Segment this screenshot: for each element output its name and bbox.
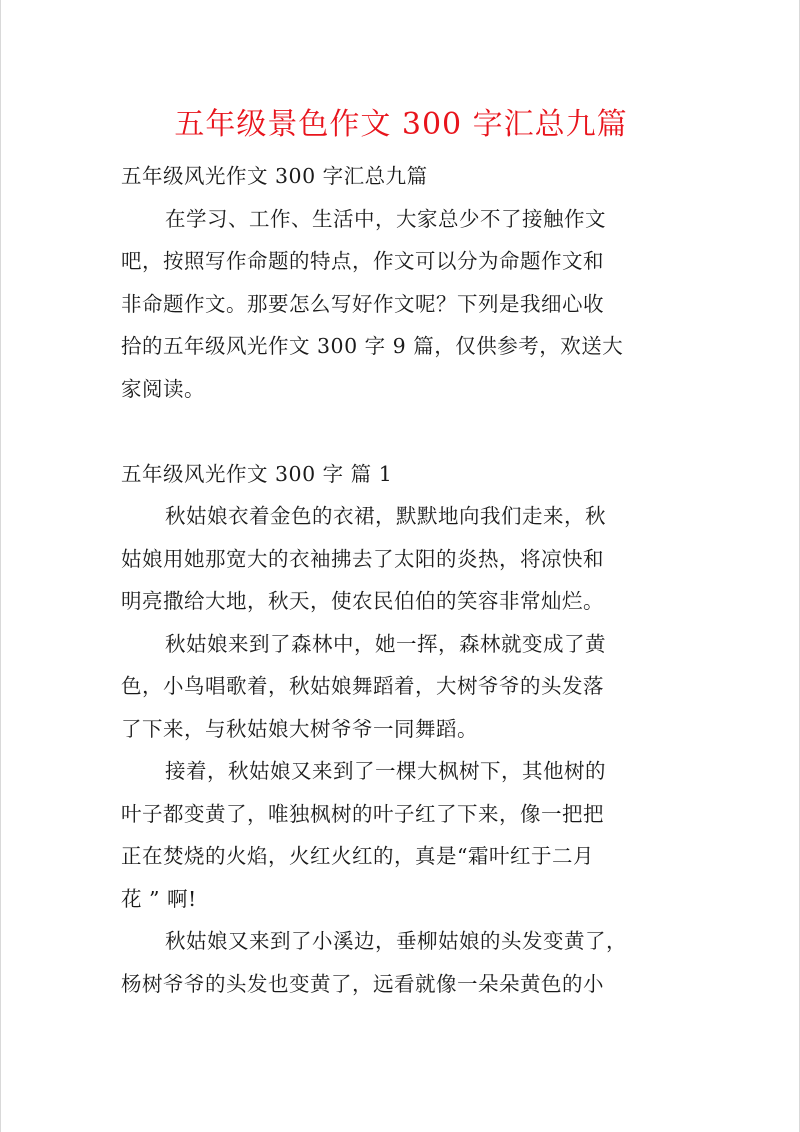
text-line: 姑娘用她那宽大的衣袖拂去了太阳的炎热，将凉快和 bbox=[121, 546, 604, 571]
text-line: 花 ” 啊! bbox=[121, 886, 197, 911]
text-line: 正在焚烧的火焰，火红火红的，真是“霜叶红于二月 bbox=[121, 844, 594, 868]
text-line: 叶子都变黄了，唯独枫树的叶子红了下来，像一把把 bbox=[121, 801, 604, 826]
document-title: 五年级景色作文 300 字汇总九篇 bbox=[174, 107, 628, 142]
text-line: 家阅读。 bbox=[121, 376, 205, 401]
text-line: 色，小鸟唱歌着，秋姑娘舞蹈着，大树爷爷的头发落 bbox=[121, 674, 604, 698]
section-heading: 五年级风光作文 300 字 篇 1 bbox=[121, 461, 393, 486]
text-line: 在学习、工作、生活中，大家总少不了接触作文 bbox=[165, 206, 606, 231]
text-line: 秋姑娘衣着金色的衣裙，默默地向我们走来，秋 bbox=[165, 504, 606, 528]
text-line: 秋姑娘来到了森林中，她一挥，森林就变成了黄 bbox=[165, 631, 606, 656]
text-line: 非命题作文。那要怎么写好作文呢？下列是我细心收 bbox=[121, 291, 604, 316]
text-line: 吧，按照写作命题的特点，作文可以分为命题作文和 bbox=[121, 249, 604, 273]
text-line: 五年级风光作文 300 字汇总九篇 bbox=[121, 164, 428, 188]
text-line: 了下来，与秋姑娘大树爷爷一同舞蹈。 bbox=[121, 716, 478, 741]
document-body bbox=[121, 155, 686, 1005]
text-line: 接着，秋姑娘又来到了一棵大枫树下，其他树的 bbox=[165, 759, 606, 783]
text-line: 秋姑娘又来到了小溪边，垂柳姑娘的头发变黄了， bbox=[165, 929, 627, 953]
blank-line bbox=[121, 410, 686, 453]
text-line: 杨树爷爷的头发也变黄了，远看就像一朵朵黄色的小 bbox=[121, 971, 604, 996]
text-line: 拾的五年级风光作文 300 字 9 篇，仅供参考，欢送大 bbox=[121, 334, 624, 358]
text-line: 明亮撒给大地，秋天，使农民伯伯的笑容非常灿烂。 bbox=[121, 589, 604, 613]
